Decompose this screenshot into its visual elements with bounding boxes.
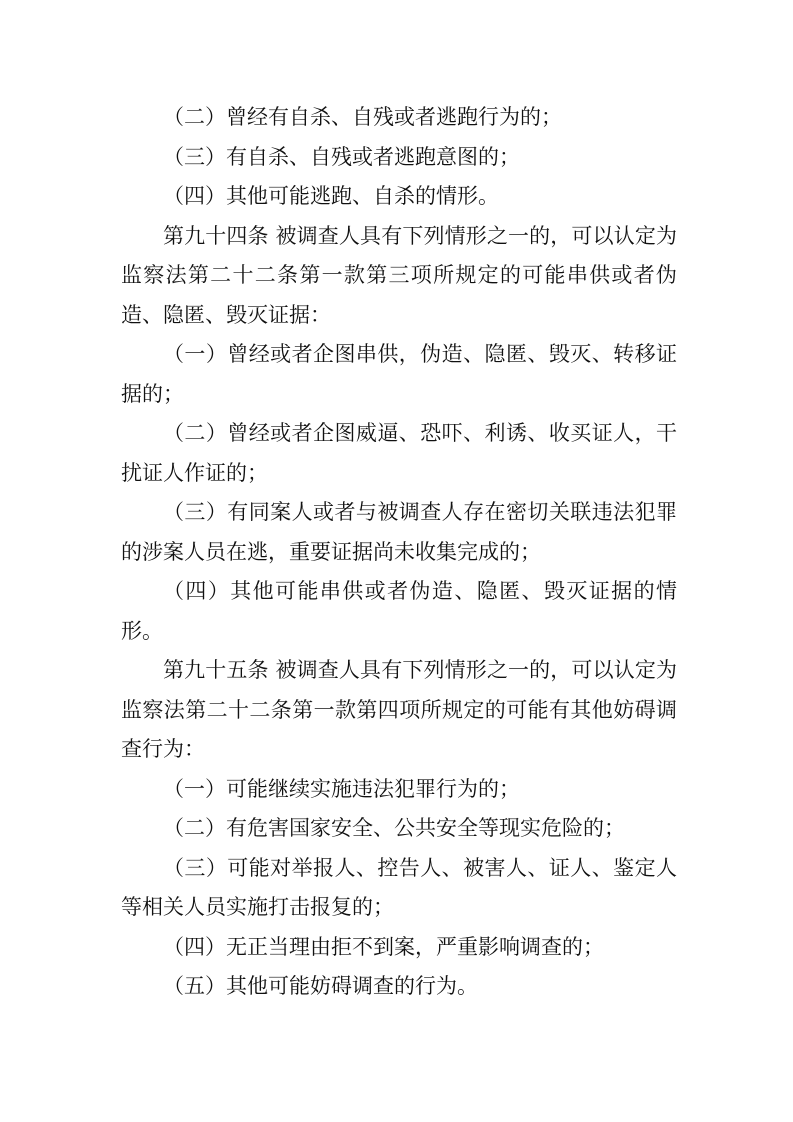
document-body (121, 98, 677, 1007)
article-95-item-3: （三）可能对举报人、控告人、被害人、证人、鉴定人等相关人员实施打击报复的； (121, 855, 677, 919)
paragraph-item-2-escape-history: （二）曾经有自杀、自残或者逃跑行为的； (163, 105, 562, 129)
article-95-item-2: （二）有危害国家安全、公共安全等现实危险的； (163, 816, 625, 840)
article-95-item-4: （四）无正当理由拒不到案，严重影响调查的； (163, 934, 604, 959)
article-95-item-5: （五）其他可能妨碍调查的行为。 (163, 974, 478, 998)
article-94-heading: 第九十四条 被调查人具有下列情形之一的，可以认定为监察法第二十二条第一款第三项所规定的可能串供或者伪造、隐匿、毁灭证据： (121, 223, 677, 327)
article-94-item-1: （一）曾经或者企图串供，伪造、隐匿、毁灭、转移证据的； (121, 342, 677, 406)
paragraph-item-3-escape-intent: （三）有自杀、自残或者逃跑意图的； (163, 144, 520, 169)
article-95-item-1: （一）可能继续实施违法犯罪行为的； (163, 776, 520, 801)
paragraph-item-4-other-escape: （四）其他可能逃跑、自杀的情形。 (163, 184, 499, 208)
article-94-item-3: （三）有同案人或者与被调查人存在密切关联违法犯罪的涉案人员在逃，重要证据尚未收集完成的； (121, 500, 677, 564)
article-95-heading: 第九十五条 被调查人具有下列情形之一的，可以认定为监察法第二十二条第一款第四项所规定的可能有其他妨碍调查行为： (121, 658, 677, 761)
article-94-item-2: （二）曾经或者企图威逼、恐吓、利诱、收买证人，干扰证人作证的； (121, 421, 677, 485)
article-94-item-4: （四）其他可能串供或者伪造、隐匿、毁灭证据的情形。 (121, 579, 677, 643)
